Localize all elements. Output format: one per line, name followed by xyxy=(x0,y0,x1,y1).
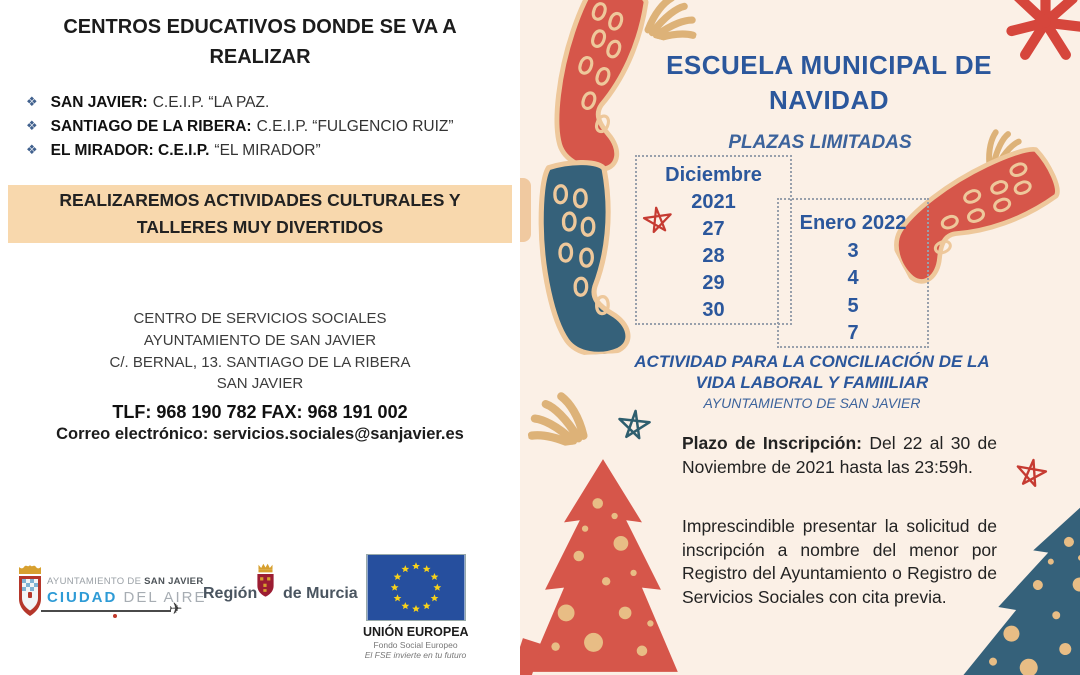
date-value: 5 xyxy=(847,294,859,317)
activity-line2: VIDA LABORAL Y FAMIILIAR xyxy=(695,373,929,392)
murcia-logo xyxy=(203,560,358,630)
red-tree-icon xyxy=(524,448,682,675)
airplane-icon: ✈ xyxy=(169,601,183,618)
address-line: C/. BERNAL, 13. SANTIAGO DE LA RIBERA xyxy=(109,353,411,371)
registration-note: Imprescindible presentar la solicitud de inscripción a nombre del menor por Registro del Ayuntamiento o Registro de Servicios Sociales con cita previa. xyxy=(682,516,997,607)
eu-title: UNIÓN EUROPEA xyxy=(363,625,469,639)
sanjavier-logo xyxy=(13,556,207,661)
center-school: “EL MIRADOR” xyxy=(214,142,321,159)
contrail-line xyxy=(41,610,171,612)
address-line: CENTRO DE SERVICIOS SOCIALES xyxy=(133,310,387,327)
center-name: SANTIAGO DE LA RIBERA: xyxy=(50,118,252,135)
year-label: 2021 xyxy=(691,191,736,213)
date-value: 27 xyxy=(702,218,725,240)
enrollment-period xyxy=(682,432,997,479)
page-title: ESCUELA MUNICIPAL DE NAVIDAD xyxy=(666,50,992,116)
address-line: AYUNTAMIENTO DE SAN JAVIER xyxy=(143,331,377,349)
diamond-bullet-icon: ❖ xyxy=(26,142,38,157)
date-value: 28 xyxy=(702,245,725,267)
murcia-shield-icon xyxy=(252,562,279,600)
date-value: 30 xyxy=(702,299,725,321)
eu-logo xyxy=(363,554,468,660)
left-page xyxy=(0,0,520,675)
activity-description xyxy=(520,351,1080,411)
date-value: 3 xyxy=(847,239,859,262)
date-value: 7 xyxy=(847,322,859,344)
murcia-text-left: Región xyxy=(203,585,258,602)
month-label: Diciembre xyxy=(665,164,762,186)
centers-list xyxy=(26,94,514,166)
limited-places-label: PLAZAS LIMITADAS xyxy=(728,132,912,153)
eu-subtitle1: Fondo Social Europeo xyxy=(373,640,458,650)
diamond-bullet-icon: ❖ xyxy=(26,94,38,109)
address-block xyxy=(0,308,520,395)
email: Correo electrónico: servicios.sociales@sanjavier.es xyxy=(56,425,464,443)
sanjavier-line2: CIUDAD DEL AIRE xyxy=(47,589,207,606)
phone-fax: TLF: 968 190 782 FAX: 968 191 002 xyxy=(112,402,408,422)
eu-flag-icon xyxy=(366,554,466,621)
activity-line1: ACTIVIDAD PARA LA CONCILIACIÓN DE LA xyxy=(634,352,990,371)
activity-line3: AYUNTAMIENTO DE SAN JAVIER xyxy=(703,395,921,411)
enrollment-dates: Del 22 al 30 de Noviembre de 2021 hasta las 23:59h. xyxy=(682,433,997,477)
center-school: C.E.I.P. “LA PAZ. xyxy=(152,94,270,111)
list-item xyxy=(26,142,514,160)
center-name: SAN JAVIER: xyxy=(50,94,148,111)
date-value: 4 xyxy=(847,267,859,289)
list-item xyxy=(26,94,514,112)
january-dates-box xyxy=(777,198,929,348)
sanjavier-crest-icon xyxy=(15,562,45,622)
tan-bar-decor xyxy=(520,178,531,242)
date-value: 29 xyxy=(702,272,725,294)
month-label: Enero 2022 xyxy=(799,212,907,234)
murcia-text-right: de Murcia xyxy=(283,585,358,602)
enrollment-label: Plazo de Inscripción: xyxy=(682,433,862,453)
centers-title: CENTROS EDUCATIVOS DONDE SE VA A REALIZAR xyxy=(63,16,457,68)
right-page xyxy=(520,0,1080,675)
center-name: EL MIRADOR: C.E.I.P. xyxy=(50,142,210,159)
teal-stocking-icon xyxy=(520,157,645,358)
red-starburst-icon xyxy=(998,0,1080,65)
activities-banner: REALIZAREMOS ACTIVIDADES CULTURALES Y TALLERES MUY DIVERTIDOS xyxy=(8,185,512,243)
address-line: SAN JAVIER xyxy=(216,375,304,393)
sanjavier-line1: AYUNTAMIENTO DE SAN JAVIER xyxy=(47,576,204,587)
december-dates-box xyxy=(635,155,792,325)
center-school: C.E.I.P. “FULGENCIO RUIZ” xyxy=(256,118,454,135)
diamond-bullet-icon: ❖ xyxy=(26,118,38,133)
list-item xyxy=(26,118,514,136)
eu-subtitle2: El FSE invierte en tu futuro xyxy=(364,650,467,660)
red-dot xyxy=(113,614,117,618)
